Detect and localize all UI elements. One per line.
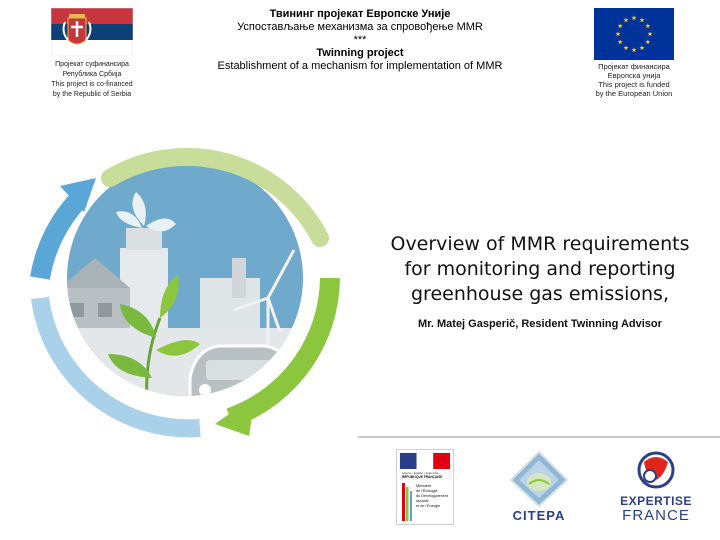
expertise-wordmark: EXPERTISE (620, 494, 692, 508)
serbia-caption-line: This project is co-financed (51, 81, 133, 88)
ministry-text: du Développement (416, 494, 448, 498)
serbia-caption-line: Пројекат суфинансира (55, 61, 129, 68)
title-line: greenhouse gas emissions, (410, 283, 669, 305)
eu-caption-line: Пројекат финансира (598, 62, 670, 71)
ministry-text: et de l'Énergie (416, 504, 441, 508)
header-separator: *** (353, 34, 367, 46)
eu-caption-line: Европска унија (607, 71, 661, 80)
ministry-text: Ministère (416, 484, 432, 488)
header-title-english: Twinning project (316, 47, 404, 59)
presentation-title (370, 232, 710, 307)
header-subtitle-serbian: Успостављање механизма за спровођење MMR (237, 21, 483, 33)
serbia-flag (51, 8, 133, 56)
eu-flag (594, 8, 674, 60)
title-line: for monitoring and reporting (404, 258, 676, 280)
presenter-name: Mr. Matej Gasperič, Resident Twinning Advisor (418, 318, 662, 330)
serbia-cofinance-caption (36, 60, 148, 100)
title-line: Overview of MMR requirements (390, 233, 690, 255)
project-header (180, 8, 540, 73)
sustainability-illustration (0, 128, 370, 464)
eu-caption-line: by the European Union (595, 89, 673, 98)
france-wordmark: FRANCE (622, 507, 690, 524)
ministry-motto: Liberté • Égalité • Fraternité (402, 471, 439, 475)
serbia-caption-line: by the Republic of Serbia (52, 91, 132, 98)
header-subtitle-english: Establishment of a mechanism for implementation of MMR (217, 60, 503, 72)
green-arrowhead-icon (215, 396, 255, 436)
serbia-coat-of-arms-icon (64, 14, 91, 44)
header-title-serbian: Твининг пројекат Европске Уније (269, 8, 451, 20)
serbia-caption-line: Република Србија (62, 71, 122, 78)
eu-funding-caption (582, 62, 686, 98)
ministry-republic: RÉPUBLIQUE FRANÇAISE (402, 475, 443, 479)
citepa-wordmark: CITEPA (512, 508, 566, 523)
french-ministry-logo (396, 449, 454, 525)
eu-caption-line: This project is funded (598, 80, 670, 89)
footer-divider (358, 436, 720, 438)
ministry-text: durable (416, 499, 429, 503)
ministry-text: de l'Écologie, (416, 489, 439, 493)
